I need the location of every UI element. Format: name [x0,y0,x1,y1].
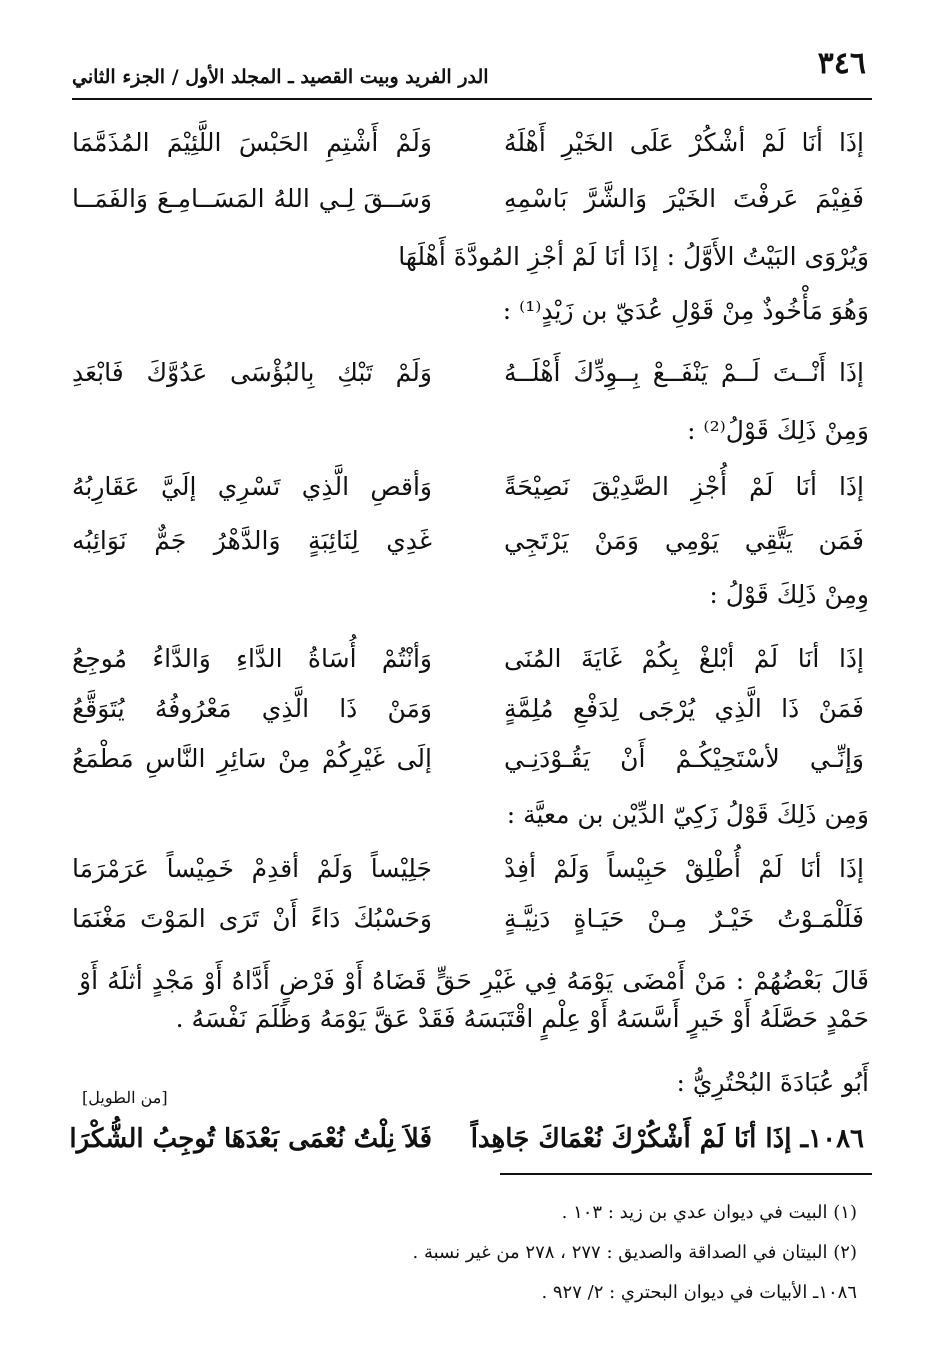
verse-first-hemistich: إذَا أنَا لَمْ أُجْزِ الصَّدِيْقَ نَصِيْحَةً [504,472,864,501]
prose-line: أَبُو عُبَادَةَ البُحْتُرِيُّ : [676,1068,869,1097]
verse-second-hemistich: إلَى غَيْرِكُمْ مِنْ سَائِرِ النَّاسِ مَطْمَعُ [72,744,432,773]
page-header [72,46,872,98]
verse-second-hemistich: فَلاَ نِلْتُ نُعْمَى بَعْدَهَا تُوجِبُ الشُّكْرَا [69,1124,432,1154]
verse-second-hemistich: وَأنْتُمْ أُسَاةُ الدَّاءِ وَالدَّاءُ مُوجِعُ [72,644,432,673]
footnote: (١) البيت في ديوان عدي بن زيد : ١٠٣ . [561,1202,857,1223]
verse-second-hemistich: وَلَمْ أَشْتِمِ الحَبْسَ اللَّئِيْمَ المُذَمَّمَا [72,128,432,157]
verse-second-hemistich: وَأقصِ الَّذِي تَسْرِي إلَيَّ عَقَارِبُهُ [72,472,432,501]
prose-line: وِمِنْ ذَلِكَ قَوْلُ : [709,580,869,609]
verse-line [72,524,872,564]
verse-line [72,126,872,166]
prose-line: وَيُرْوَى البَيْتُ الأَوَّلُ : إذَا أنَا لَمْ أجْزِ المُودَّةَ أَهْلَهَا [398,242,869,271]
prose-line: وَمِنْ ذَلِكَ قَوْلُ⁽²⁾ : [687,416,869,445]
verse-line [72,742,872,782]
verse-second-hemistich: جَلِيْساً وَلَمْ أقدِمْ خَمِيْساً عَرَمْرَمَا [72,854,432,883]
verse-line [72,902,872,942]
verse-first-hemistich: إذَا أَنْــتَ لَــمْ يَنْفَــعْ بِــوِدِّكَ أَهْلَــهُ [504,358,864,387]
verse-first-hemistich: وَإنِّـي لأسْتَحِيْكُـمْ أَنْ يَقُـوْدَنِـي [504,744,864,773]
verse-line [72,356,872,396]
verse-line [72,182,872,222]
verse-first-hemistich: فَفِيْمَ عَرفْتَ الخَيْرَ وَالشَّرَّ بَاسْمِهِ [504,184,864,213]
page-number: ٣٤٦ [817,46,866,81]
verse-second-hemistich: غَدِي لِنَائِبَةٍ وَالدَّهْرُ جَمٌّ نَوَائِبُه [72,526,432,555]
verse-first-hemistich: ١٠٨٦ـ إذَا أنَا لَمْ أَشْكُرْكَ نُعْمَاكَ جَاهِداً [470,1124,864,1154]
prose-paragraph: قَالَ بَعْضُهُمْ : مَنْ أَمْضَى يَوْمَهُ فِي غَيْرِ حَقٍّ قَضَاهُ أَوْ فَرْضٍ أَدَّاهُ أَوْ مَجْدٍ أثلَهُ أَوْ حَمْدٍ حَصَّلَهُ أَوْ خَيرٍ أَسَّسَهُ أَوْ عِلْمٍ اقْتَبَسَهُ فَقَدْ عَقَّ يَوْمَهُ وَظَلَمَ نَفْسَهُ . [79,966,869,1033]
verse-second-hemistich: وَلَمْ تَبْكِ بِالبُؤْسَى عَدُوَّكَ فَابْعَدِ [72,358,432,387]
verse-first-hemistich: فَلَلْمَـوْتُ خَيْـرٌ مِـنْ حَيَـاةٍ دَنِيَّـةٍ [504,904,864,933]
verse-line [72,470,872,510]
footnote: ١٠٨٦ـ الأبيات في ديوان البحتري : ٢/ ٩٢٧ . [541,1282,857,1303]
prose-line: وَهُوَ مَأْخُوذٌ مِنْ قَوْلِ عُدَيّ بن زَيْدٍ⁽¹⁾ : [502,296,869,325]
numbered-verse-line [69,1122,872,1162]
verse-second-hemistich: وَسَــقَ لِـي اللهُ المَسَــامِـعَ وَالفَمَــا [72,184,432,213]
verse-line [72,642,872,682]
verse-line [72,852,872,892]
prose-line: وَمِن ذَلِكَ قَوْلُ زَكِيّ الدِّيْن بن معيَّة : [506,800,869,829]
meter-label: [من الطويل] [82,1088,168,1107]
running-title: الدر الفريد وبيت القصيد ـ المجلد الأول / الجزء الثاني [72,66,489,88]
verse-first-hemistich: إذَا أنَا لَمْ أشْكُرْ عَلَى الخَيْرِ أَهْلَهُ [504,128,864,157]
verse-first-hemistich: فَمَنْ ذَا الَّذِي يُرْجَى لِدَفْعِ مُلِمَّةٍ [504,694,864,723]
footnote-divider [500,1173,872,1175]
verse-second-hemistich: وَحَسْبُكَ دَاءً أَنْ تَرَى المَوْتَ مَغْنَمَا [72,904,432,933]
verse-first-hemistich: فَمَن يَتَّقِي يَوْمِي وَمَنْ يَرْتَجِي [504,526,864,555]
header-divider [72,98,872,100]
verse-second-hemistich: وَمَنْ ذَا الَّذِي مَعْرُوفُهُ يُتَوَقَّعُ [72,694,432,723]
verse-first-hemistich: إذَا أنَا لَمْ أبْلغْ بِكُمْ غَايَةَ المُنَى [504,644,864,673]
footnote: (٢) البيتان في الصداقة والصديق : ٢٧٧ ، ٢٧٨ من غير نسبة . [412,1242,857,1263]
verse-line [72,692,872,732]
verse-first-hemistich: إذَا أنَا لَمْ أُطْلِقْ حَبِيْساً وَلَمْ أفِدْ [504,854,864,883]
